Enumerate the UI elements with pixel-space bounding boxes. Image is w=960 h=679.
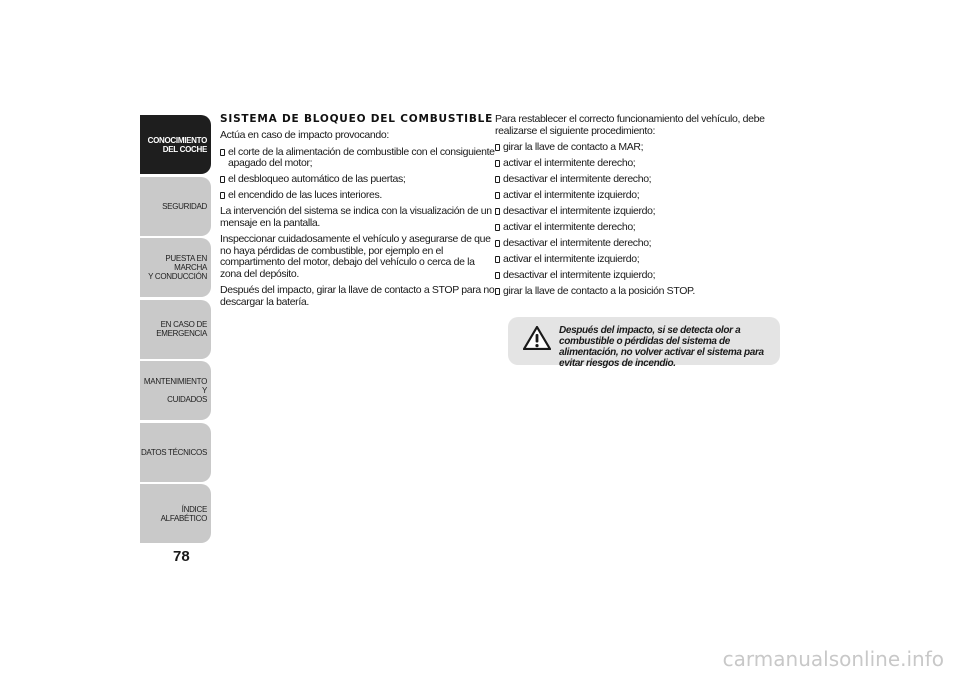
tab-label: CONOCIMIENTO DEL COCHE (147, 135, 207, 154)
section-title: SISTEMA DE BLOQUEO DEL COMBUSTIBLE (220, 113, 494, 125)
checkbox-bullet-icon (220, 149, 225, 156)
tab-conocimiento-del-coche[interactable] (140, 115, 211, 174)
checkbox-bullet-icon (495, 288, 500, 295)
list-item: desactivar el intermitente derecho; (495, 174, 780, 186)
tab-label: DATOS TÉCNICOS (140, 447, 207, 457)
list-item: el encendido de las luces interiores. (220, 190, 495, 202)
list-item: desactivar el intermitente izquierdo; (495, 270, 780, 282)
checkbox-bullet-icon (495, 176, 500, 183)
tab-label: MANTENIMIENTO Y CUIDADOS (143, 377, 207, 404)
list-item: desactivar el intermitente izquierdo; (495, 206, 780, 218)
left-column (220, 114, 495, 313)
paragraph: Inspeccionar cuidadosamente el vehículo y asegurarse de que no haya pérdidas de combustible, por ejemplo en el compartimento del motor, debajo del vehículo o cerca de la zona del depósito. (220, 233, 491, 280)
list-item: girar la llave de contacto a MAR; (495, 142, 780, 154)
tab-indice-alfabetico[interactable] (140, 484, 211, 543)
list-item: activar el intermitente derecho; (495, 158, 780, 170)
checkbox-bullet-icon (495, 256, 500, 263)
warning-triangle-icon (523, 326, 551, 350)
chapter-sidebar (140, 115, 211, 546)
effects-list (220, 147, 495, 202)
list-item: desactivar el intermitente derecho; (495, 238, 780, 250)
tab-en-caso-de-emergencia[interactable] (140, 300, 211, 359)
tab-label: EN CASO DE EMERGENCIA (156, 320, 207, 338)
procedure-steps (495, 142, 780, 298)
tab-datos-tecnicos[interactable] (140, 423, 211, 482)
checkbox-bullet-icon (495, 160, 500, 167)
tab-mantenimiento[interactable] (140, 361, 211, 420)
checkbox-bullet-icon (495, 272, 500, 279)
tab-seguridad[interactable] (140, 177, 211, 236)
list-item: activar el intermitente izquierdo; (495, 190, 780, 202)
list-item: el corte de la alimentación de combustible con el consiguiente apagado del motor; (220, 147, 495, 170)
tab-label: SEGURIDAD (162, 201, 207, 211)
checkbox-bullet-icon (220, 176, 225, 183)
warning-box (508, 317, 780, 369)
list-item: el desbloqueo automático de las puertas; (220, 174, 495, 186)
page-number: 78 (173, 548, 190, 565)
list-item: girar la llave de contacto a la posición STOP. (495, 286, 780, 298)
checkbox-bullet-icon (495, 240, 500, 247)
checkbox-bullet-icon (495, 208, 500, 215)
list-item: activar el intermitente izquierdo; (495, 254, 780, 266)
warning-text: Después del impacto, si se detecta olor a combustible o pérdidas del sistema de alimentación, no volver activar el sistema para evitar riesgos de incendio. (559, 325, 764, 369)
right-column (495, 114, 780, 302)
procedure-intro: Para restablecer el correcto funcionamiento del vehículo, debe realizarse el siguiente procedimiento: (495, 113, 765, 137)
checkbox-bullet-icon (495, 144, 500, 151)
tab-label: ÍNDICE ALFABÉTICO (160, 504, 207, 523)
paragraph: Después del impacto, girar la llave de contacto a STOP para no descargar la batería. (220, 284, 495, 308)
paragraph: La intervención del sistema se indica con la visualización de un mensaje en la pantalla. (220, 205, 492, 229)
list-item: activar el intermitente derecho; (495, 222, 780, 234)
intro-text: Actúa en caso de impacto provocando: (220, 129, 389, 141)
tab-label: PUESTA EN MARCHA Y CONDUCCIÓN (148, 254, 207, 281)
tab-puesta-en-marcha[interactable] (140, 238, 211, 297)
checkbox-bullet-icon (495, 192, 500, 199)
checkbox-bullet-icon (495, 224, 500, 231)
checkbox-bullet-icon (220, 192, 225, 199)
watermark: carmanualsonline.info (722, 647, 944, 671)
